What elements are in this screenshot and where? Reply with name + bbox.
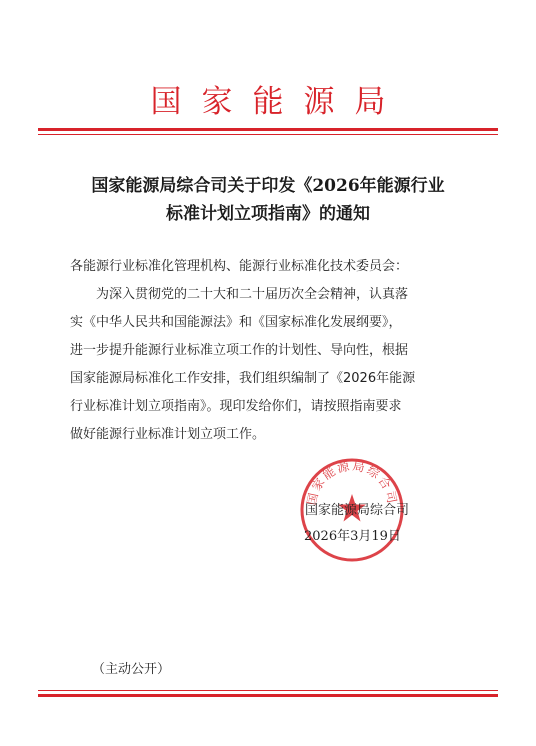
body-line: 为深入贯彻党的二十大和二十届历次全会精神，认真落 [70, 287, 409, 302]
body-line: 实《中华人民共和国能源法》和《国家标准化发展纲要》， [70, 315, 402, 330]
signature-org: 国家能源局综合司 [305, 503, 410, 518]
masthead-rule-thick [38, 128, 498, 131]
body-line: 行业标准计划立项指南》。现印发给你们，请按照指南要求 [70, 399, 402, 414]
salutation: 各能源行业标准化管理机构、能源行业标准化技术委员会： [70, 259, 409, 274]
footer-rule-thick [38, 694, 498, 697]
document-title-line-1: 国家能源局综合司关于印发《2026年能源行业 [91, 176, 445, 196]
body-line: 做好能源行业标准计划立项工作。 [70, 427, 266, 442]
document-title-line-2: 标准计划立项指南》的通知 [166, 204, 370, 224]
document-title [40, 172, 496, 228]
disclosure-note: （主动公开） [92, 662, 171, 677]
body-line: 进一步提升能源行业标准立项工作的计划性、导向性，根据 [70, 343, 409, 358]
seal-text: 国家能源局综合司 [304, 458, 400, 507]
body-line: 国家能源局标准化工作安排，我们组织编制了《2026年能源 [70, 371, 416, 386]
signature-date: 2026年3月19日 [304, 529, 401, 544]
masthead-rule-thin [38, 134, 498, 135]
agency-masthead: 国家能源局 [150, 84, 406, 120]
footer-rule-thin [38, 690, 498, 691]
